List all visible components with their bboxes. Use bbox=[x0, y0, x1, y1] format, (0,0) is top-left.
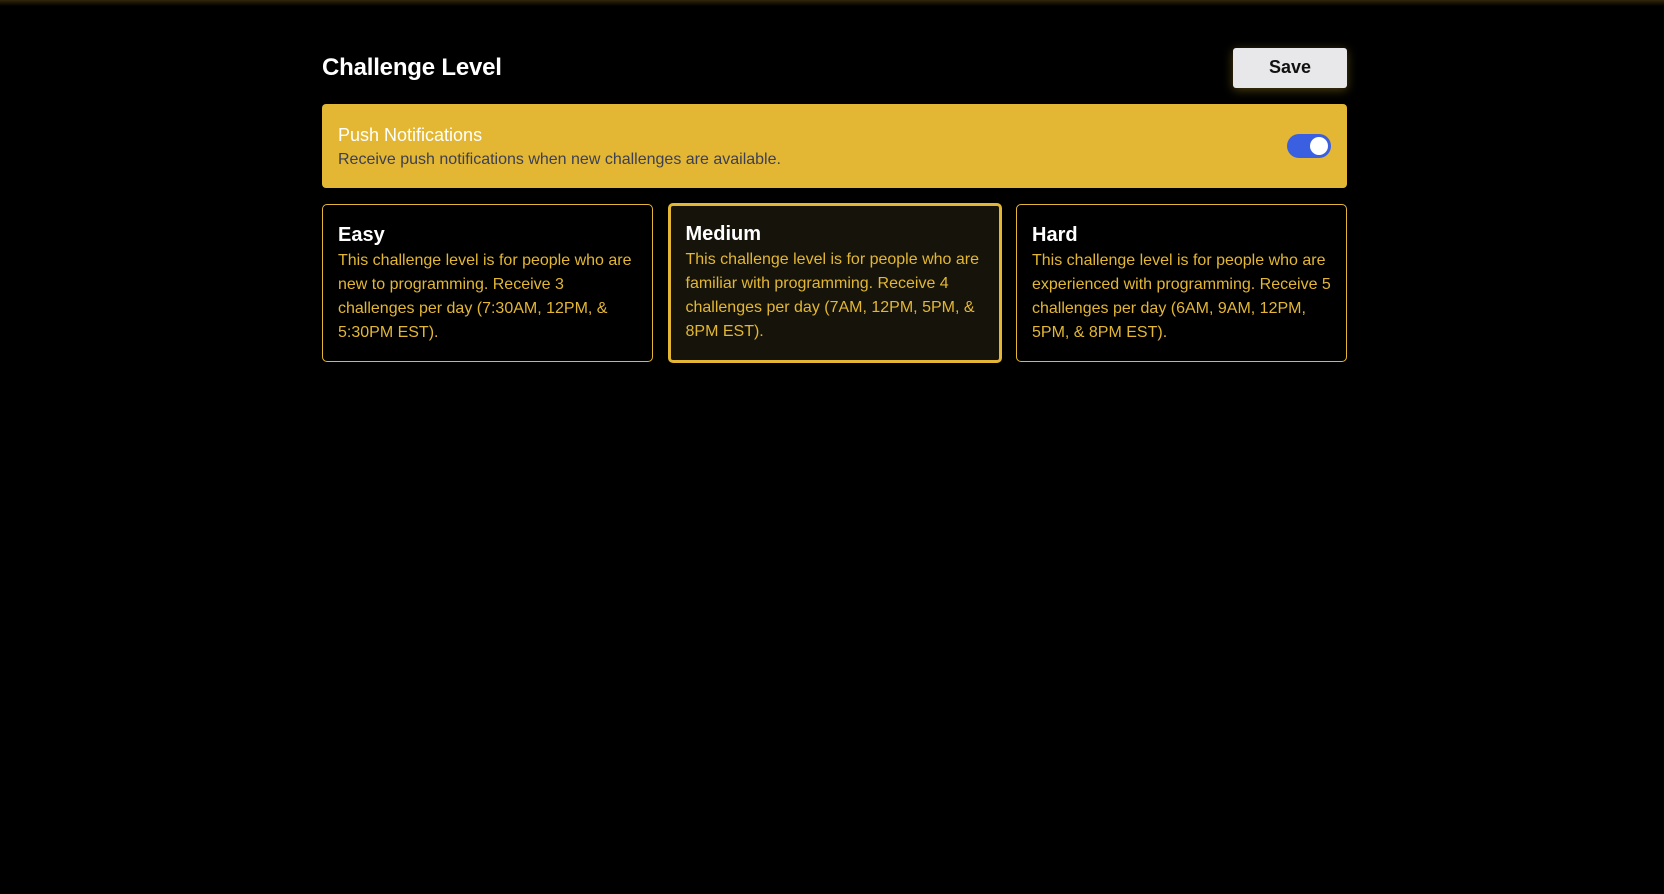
push-notifications-panel bbox=[322, 104, 1347, 188]
level-options bbox=[322, 204, 1347, 363]
level-description-medium: This challenge level is for people who are familiar with programming. Receive 4 challenges per day (7AM, 12PM, 5PM, & 8PM EST). bbox=[685, 251, 979, 340]
push-notifications-toggle[interactable] bbox=[1287, 134, 1331, 158]
challenge-settings bbox=[322, 47, 1347, 363]
toggle-knob bbox=[1310, 137, 1328, 155]
level-description-hard: This challenge level is for people who are experienced with programming. Receive 5 challenges per day (6AM, 9AM, 12PM, 5PM, & 8PM EST). bbox=[1032, 252, 1331, 341]
push-notifications-description: Receive push notifications when new challenges are available. bbox=[338, 151, 781, 168]
level-title-medium: Medium bbox=[685, 223, 762, 245]
page-title: Challenge Level bbox=[322, 53, 502, 81]
top-glow bbox=[0, 0, 1664, 6]
level-title-hard: Hard bbox=[1032, 224, 1078, 246]
level-title-easy: Easy bbox=[338, 224, 385, 246]
header bbox=[322, 47, 1347, 88]
level-description-easy: This challenge level is for people who are new to programming. Receive 3 challenges per day (7:30AM, 12PM, & 5:30PM EST). bbox=[338, 252, 632, 341]
push-notifications-title: Push Notifications bbox=[338, 125, 483, 145]
level-card-medium[interactable] bbox=[668, 203, 1002, 363]
level-card-easy[interactable] bbox=[322, 204, 653, 362]
level-card-hard[interactable] bbox=[1016, 204, 1347, 362]
save-button[interactable]: Save bbox=[1233, 48, 1347, 88]
